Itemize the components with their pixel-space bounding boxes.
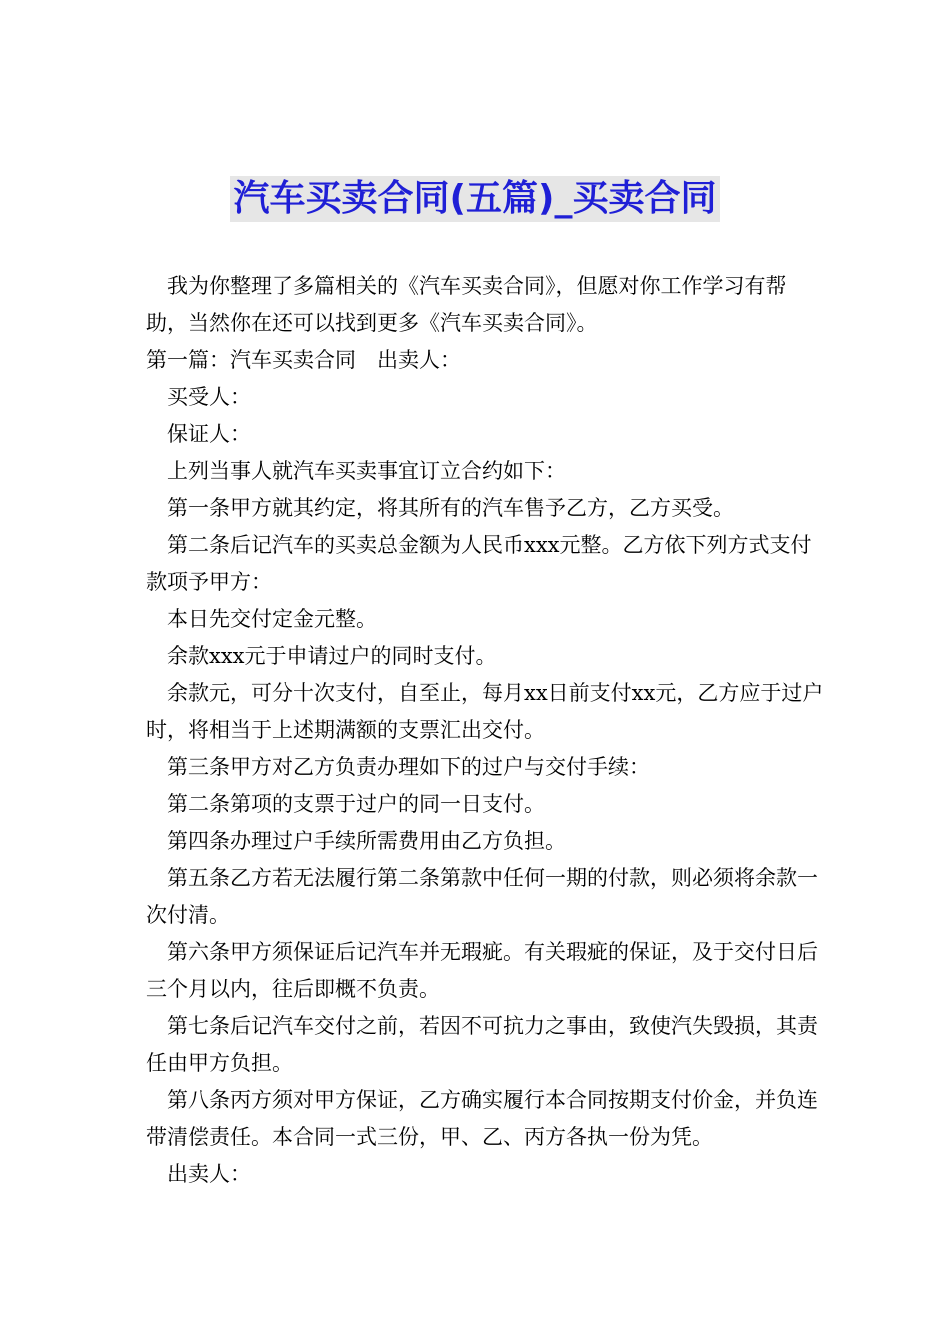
paragraph-article-4: 第四条办理过户手续所需费用由乙方负担。 [167, 829, 566, 853]
paragraph-check-payment: 第二条第项的支票于过户的同一日支付。 [167, 792, 545, 816]
paragraph-article-8: 第八条丙方须对甲方保证，乙方确实履行本合同按期支付价金，并负连带清偿责任。本合同一式三份，甲、乙、丙方各执一份为凭。 [146, 1088, 818, 1149]
paragraph-intro: 我为你整理了多篇相关的《汽车买卖合同》，但愿对你工作学习有帮助，当然你在还可以找到更多《汽车买卖合同》。 [146, 274, 787, 335]
paragraph-article-3: 第三条甲方对乙方负责办理如下的过户与交付手续： [167, 755, 650, 779]
paragraph-article-6: 第六条甲方须保证后记汽车并无瑕疵。有关瑕疵的保证，及于交付日后三个月以内，往后即概不负责。 [146, 940, 818, 1001]
paragraph-article-5: 第五条乙方若无法履行第二条第款中任何一期的付款，则必须将余款一次付清。 [146, 866, 818, 927]
paragraph-seller-signature: 出卖人： [167, 1162, 251, 1186]
paragraph-deposit: 本日先交付定金元整。 [167, 607, 377, 631]
paragraph-parties-agreement: 上列当事人就汽车买卖事宜订立合约如下： [167, 459, 566, 483]
paragraph-article-7: 第七条后记汽车交付之前，若因不可抗力之事由，致使汽失毁损，其责任由甲方负担。 [146, 1014, 818, 1075]
document-title: 汽车买卖合同(五篇)_买卖合同 [230, 176, 721, 222]
paragraph-buyer: 买受人： [167, 385, 251, 409]
document-body [146, 268, 826, 1193]
title-container [0, 176, 950, 222]
paragraph-article-1: 第一条甲方就其约定，将其所有的汽车售予乙方，乙方买受。 [167, 496, 734, 520]
paragraph-installments: 余款元，可分十次支付，自至止，每月xx日前支付xx元，乙方应于过户时，将相当于上述期满额的支票汇出交付。 [146, 681, 824, 742]
paragraph-section-1-heading: 第一篇：汽车买卖合同 出卖人： [146, 348, 461, 372]
paragraph-balance-transfer: 余款xxx元于申请过户的同时支付。 [167, 644, 497, 668]
paragraph-article-2: 第二条后记汽车的买卖总金额为人民币xxx元整。乙方依下列方式支付款项予甲方： [146, 533, 812, 594]
paragraph-guarantor: 保证人： [167, 422, 251, 446]
